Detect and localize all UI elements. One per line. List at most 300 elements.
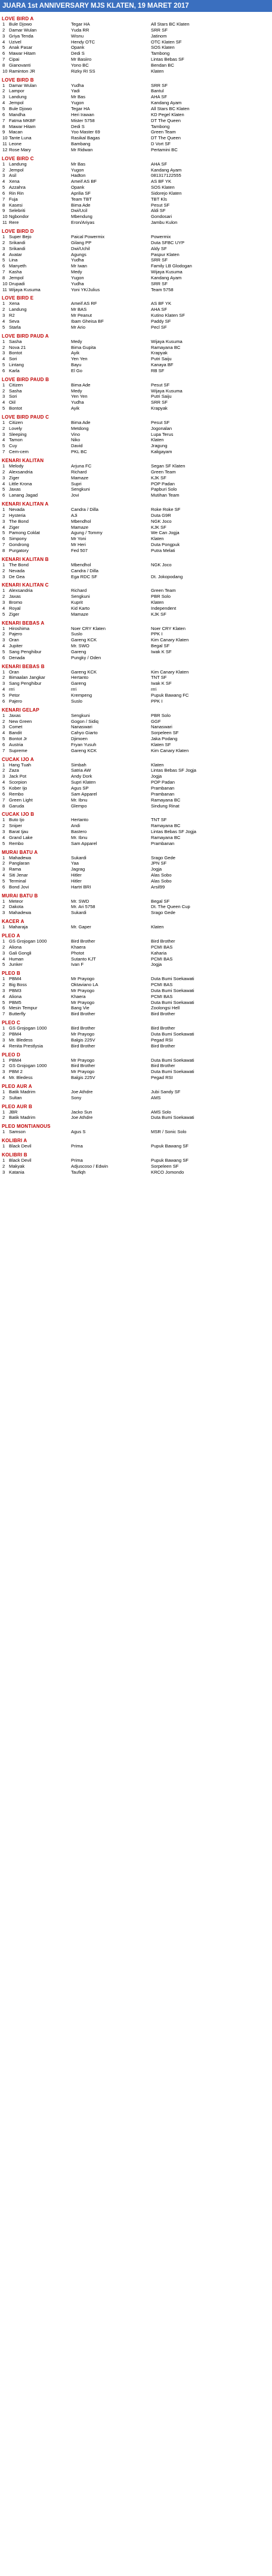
team-cell: Independent xyxy=(151,605,177,611)
owner-cell: Yugon xyxy=(71,100,84,106)
rank-cell: 5 xyxy=(2,257,5,263)
rank-cell: 1 xyxy=(2,1025,5,1031)
bird-name-cell: Cuy xyxy=(9,443,17,449)
result-row xyxy=(2,1063,270,1069)
owner-cell: Mr Ario xyxy=(71,324,86,330)
bird-name-cell: Karla xyxy=(9,367,20,373)
bird-name-cell: GS Grojogan 1000 xyxy=(9,1063,47,1069)
owner-cell: Bird Brother xyxy=(71,1011,95,1017)
result-row xyxy=(2,982,270,988)
class-title: PLEO AUR A xyxy=(2,1083,32,1089)
class-section xyxy=(2,501,270,554)
owner-cell: Simbah xyxy=(71,762,86,768)
bird-name-cell: Siti Jenar xyxy=(9,872,28,878)
result-row xyxy=(2,33,270,39)
team-cell: Kanaya BF xyxy=(151,362,174,368)
bird-name-cell: Dakota xyxy=(9,904,24,910)
result-row xyxy=(2,486,270,492)
owner-cell: Mr Yoni xyxy=(71,536,86,542)
rank-cell: 4 xyxy=(2,318,5,324)
result-row xyxy=(2,525,270,531)
owner-cell: Agus S xyxy=(71,1129,86,1135)
team-cell: Aldi SF xyxy=(151,208,166,214)
owner-cell: Yen Yen xyxy=(71,356,88,362)
team-cell: Powermix xyxy=(151,234,171,239)
bird-name-cell: GS Grojogan 1000 xyxy=(9,938,47,944)
result-row xyxy=(2,135,270,141)
rank-cell: 1 xyxy=(2,669,5,675)
class-section xyxy=(2,757,270,809)
result-row xyxy=(2,202,270,208)
team-cell: Green Team xyxy=(151,469,176,475)
team-cell: Jambu Kulon xyxy=(151,220,178,226)
owner-cell: Yudha xyxy=(71,257,84,263)
rank-cell: 8 xyxy=(2,202,5,208)
owner-cell: Mr BAS xyxy=(71,307,87,313)
owner-cell: Opank xyxy=(71,45,85,51)
owner-cell: Kuprit xyxy=(71,600,83,606)
bird-name-cell: Starla xyxy=(9,324,21,330)
class-section xyxy=(2,16,270,74)
result-row xyxy=(2,562,270,568)
team-cell: Tambong xyxy=(151,51,170,57)
owner-cell: El Go xyxy=(71,367,82,373)
team-cell: Ramayana BC xyxy=(151,823,181,829)
result-row xyxy=(2,475,270,481)
rank-cell: 3 xyxy=(2,173,5,179)
rank-cell: 1 xyxy=(2,762,5,768)
class-title: LOVE BIRD PAUD C xyxy=(2,414,50,420)
result-row xyxy=(2,872,270,878)
team-cell: Prambanan xyxy=(151,785,175,791)
bird-name-cell: Alexsandria xyxy=(9,469,33,475)
result-row xyxy=(2,492,270,498)
owner-cell: Mr Prayogo xyxy=(71,999,95,1005)
bird-name-cell: Samson xyxy=(9,1129,26,1135)
owner-cell: Gareng KCK xyxy=(71,669,97,675)
team-cell: Putra Melati xyxy=(151,547,175,553)
bird-name-cell: Big Boss xyxy=(9,982,27,988)
result-row xyxy=(2,866,270,872)
owner-cell: Jovi xyxy=(71,492,79,498)
result-row xyxy=(2,748,270,754)
bird-name-cell: Maharaja xyxy=(9,924,28,930)
rank-cell: 10 xyxy=(2,280,8,286)
result-row xyxy=(2,1095,270,1101)
owner-cell: Eron/Ariyas xyxy=(71,220,95,226)
owner-cell: Bayu xyxy=(71,362,82,368)
bird-name-cell: Citizen xyxy=(9,419,23,425)
rank-cell: 5 xyxy=(2,840,5,846)
bird-name-cell: Ziger xyxy=(9,524,20,530)
team-cell: Prambanan xyxy=(151,791,175,797)
owner-cell: Gogon / Sidiq xyxy=(71,718,99,724)
rank-cell: 1 xyxy=(2,817,5,823)
team-cell: Duta Bumi Soekawati xyxy=(151,987,194,993)
class-title: PLEO MONTIANOUS xyxy=(2,1124,51,1130)
rank-cell: 4 xyxy=(2,956,5,962)
team-cell: Pertamini BC xyxy=(151,146,178,152)
bird-name-cell: Bandit xyxy=(9,730,22,736)
rank-cell: 1 xyxy=(2,1109,5,1115)
owner-cell: Suslo xyxy=(71,698,82,704)
bird-name-cell: PBM5 xyxy=(9,999,21,1005)
result-row xyxy=(2,51,270,57)
rank-cell: 7 xyxy=(2,1011,5,1017)
rank-cell: 4 xyxy=(2,251,5,257)
owner-cell: Djimoen xyxy=(71,736,88,742)
owner-cell: Sukardi xyxy=(71,854,86,860)
owner-cell: Jagrag xyxy=(71,866,85,872)
rank-cell: 8 xyxy=(2,62,5,68)
class-title: PLEO C xyxy=(2,1020,20,1026)
bird-name-cell: Kasha xyxy=(9,269,22,275)
bird-name-cell: Bule Djowo xyxy=(9,105,32,111)
owner-cell: Mr. Ibnu xyxy=(71,834,88,840)
team-cell: Paddy SF xyxy=(151,318,171,324)
team-cell: Noer CRY Klaten xyxy=(151,625,186,631)
owner-cell: Ibam Gheisa BF xyxy=(71,318,104,324)
class-title: PLEO D xyxy=(2,1052,20,1058)
rank-cell: 3 xyxy=(2,724,5,730)
owner-cell: Prima xyxy=(71,1157,83,1163)
team-cell: NGK Joco xyxy=(151,562,172,567)
rank-cell: 2 xyxy=(2,1063,5,1069)
team-cell: Alas Sobo xyxy=(151,872,172,878)
owner-cell: Fed 507 xyxy=(71,547,88,553)
bird-name-cell: Lovely xyxy=(9,425,22,431)
owner-cell: Hadton xyxy=(71,173,86,179)
bird-name-cell: Lampor xyxy=(9,88,24,94)
rank-cell: 2 xyxy=(2,1031,5,1037)
bird-name-cell: PBM4 xyxy=(9,1057,21,1063)
rank-cell: 5 xyxy=(2,105,5,111)
result-row xyxy=(2,339,270,345)
owner-cell: Mr Iwan xyxy=(71,263,88,269)
team-cell: Duta Bumi Soekawati xyxy=(151,1057,194,1063)
rank-cell: 3 xyxy=(2,350,5,356)
team-cell: PBR Solo xyxy=(151,594,171,600)
class-section xyxy=(2,1124,270,1135)
result-row xyxy=(2,362,270,368)
rank-cell: 4 xyxy=(2,687,5,693)
bird-name-cell: Srikandi xyxy=(9,239,26,245)
team-cell: Kaligayam xyxy=(151,449,172,455)
bird-name-cell: Nevada xyxy=(9,507,25,513)
team-cell: Segan SF Klaten xyxy=(151,463,186,469)
team-cell: Sindung Rinat xyxy=(151,803,180,809)
result-row xyxy=(2,612,270,618)
result-row xyxy=(2,234,270,240)
owner-cell: Mr Basiiro xyxy=(71,57,92,63)
class-title: CUCAK IJO B xyxy=(2,812,35,818)
result-row xyxy=(2,631,270,637)
result-row xyxy=(2,1089,270,1095)
result-row xyxy=(2,179,270,185)
team-cell: SOS Klaten xyxy=(151,185,175,191)
result-row xyxy=(2,841,270,847)
rank-cell: 8 xyxy=(2,275,5,280)
owner-cell: Bird Brother xyxy=(71,1025,95,1031)
team-cell: Dt. The Queen Cup xyxy=(151,904,190,910)
bird-name-cell: Scorpion xyxy=(9,779,27,785)
owner-cell: Dedi S xyxy=(71,123,85,129)
bird-name-cell: Mr. Bledess xyxy=(9,1037,33,1043)
team-cell: rrri xyxy=(151,687,157,693)
team-cell: Mutihan Team xyxy=(151,492,180,498)
result-row xyxy=(2,637,270,643)
bird-name-cell: Cem-cem xyxy=(9,449,29,455)
rank-cell: 4 xyxy=(2,1075,5,1081)
team-cell: Green Team xyxy=(151,588,176,594)
result-row xyxy=(2,1143,270,1149)
rank-cell: 6 xyxy=(2,190,5,196)
result-row xyxy=(2,257,270,263)
team-cell: Kim Canary Klaten xyxy=(151,669,189,675)
result-row xyxy=(2,39,270,45)
team-cell: Pegad RSI xyxy=(151,1075,173,1081)
bird-name-cell: The Bond xyxy=(9,562,29,567)
result-row xyxy=(2,574,270,580)
bird-name-cell: Black Devil xyxy=(9,1143,32,1149)
rank-cell: 7 xyxy=(2,196,5,202)
bird-name-cell: Bontot xyxy=(9,350,22,356)
team-cell: Bendan BC xyxy=(151,62,174,68)
result-row xyxy=(2,325,270,330)
bird-name-cell: Hiroshima xyxy=(9,625,30,631)
rank-cell: 6 xyxy=(2,111,5,117)
rank-cell: 3 xyxy=(2,774,5,779)
owner-cell: Bang Vie xyxy=(71,1005,89,1011)
team-cell: Sorpeleen SF xyxy=(151,730,179,736)
bird-name-cell: Simpony xyxy=(9,536,27,542)
result-row xyxy=(2,1158,270,1164)
bird-name-cell: Denada xyxy=(9,654,25,660)
bird-name-cell: Seva xyxy=(9,318,20,324)
result-row xyxy=(2,904,270,910)
rank-cell: 3 xyxy=(2,829,5,835)
team-cell: Pupuk Bawang FC xyxy=(151,693,189,698)
rank-cell: 5 xyxy=(2,324,5,330)
result-row xyxy=(2,855,270,861)
rank-cell: 5 xyxy=(2,443,5,449)
owner-cell: Richard xyxy=(71,469,87,475)
owner-cell: Noer CRY Klaten xyxy=(71,625,106,631)
result-row xyxy=(2,1011,270,1017)
team-cell: Kim Canary Klaten xyxy=(151,747,189,753)
rank-cell: 6 xyxy=(2,263,5,269)
bird-name-cell: rrri xyxy=(9,687,15,693)
team-cell: Duta G9R xyxy=(151,512,171,518)
rank-cell: 6 xyxy=(2,367,5,373)
team-cell: 081317122555 xyxy=(151,173,181,179)
result-row xyxy=(2,950,270,956)
team-cell: TBT Kls xyxy=(151,196,167,202)
result-row xyxy=(2,1170,270,1175)
result-row xyxy=(2,197,270,202)
result-row xyxy=(2,252,270,258)
rank-cell: 5 xyxy=(2,45,5,51)
rank-cell: 1 xyxy=(2,161,5,167)
result-row xyxy=(2,45,270,51)
team-cell: KD Pegel Klaten xyxy=(151,111,184,117)
bird-name-cell: Fatma MKBF xyxy=(9,117,36,123)
result-row xyxy=(2,173,270,179)
result-row xyxy=(2,307,270,313)
owner-cell: Oktaviano LA xyxy=(71,982,98,988)
team-cell: SRR SF xyxy=(151,82,168,88)
team-cell: Kim Canary Klaten xyxy=(151,637,189,643)
owner-cell: Sam Apparel xyxy=(71,840,97,846)
class-section xyxy=(2,707,270,754)
bird-name-cell: Manyeth xyxy=(9,263,27,269)
result-row xyxy=(2,214,270,220)
bird-name-cell: Barat Ijau xyxy=(9,829,29,835)
result-row xyxy=(2,443,270,449)
team-cell: Pupuk Bawang SF xyxy=(151,1143,188,1149)
result-row xyxy=(2,768,270,774)
team-cell: Tambong xyxy=(151,123,170,129)
team-cell: Pupuk Bawang SF xyxy=(151,1157,188,1163)
owner-cell: Glempo xyxy=(71,803,87,809)
owner-cell: Nanaswari xyxy=(71,724,92,730)
team-cell: AHA SF xyxy=(151,161,168,167)
owner-cell: Bambang xyxy=(71,141,91,147)
class-title: LOVE BIRD E xyxy=(2,295,34,301)
rank-cell: 4 xyxy=(2,643,5,649)
owner-cell: Vino xyxy=(71,431,81,437)
bird-name-cell: Ngbondor xyxy=(9,214,29,220)
bird-name-cell: Jaxas xyxy=(9,486,21,492)
owner-cell: Krempeng xyxy=(71,693,92,698)
team-cell: Jogja xyxy=(151,962,162,968)
rank-cell: 2 xyxy=(2,512,5,518)
team-cell: Jaka Podang xyxy=(151,736,178,742)
bird-name-cell: Petor xyxy=(9,693,20,698)
result-row xyxy=(2,141,270,147)
owner-cell: Ayik xyxy=(71,350,80,356)
owner-cell: Sengkuni xyxy=(71,712,90,718)
team-cell: Dt. Jokopodang xyxy=(151,573,183,579)
bird-name-cell: Aliona xyxy=(9,993,22,999)
class-section xyxy=(2,333,270,374)
team-cell: KRCO Jomondo xyxy=(151,1169,184,1175)
team-cell: Pesut SF xyxy=(151,202,170,208)
result-row xyxy=(2,1069,270,1075)
owner-cell: Joe Athdre xyxy=(71,1115,93,1121)
rank-cell: 12 xyxy=(2,146,8,152)
result-row xyxy=(2,693,270,698)
bird-name-cell: Pamong Coklat xyxy=(9,530,40,536)
owner-cell: Hitler xyxy=(71,872,82,878)
owner-cell: Sengkuni xyxy=(71,486,90,492)
bird-name-cell: Jaxas xyxy=(9,594,21,600)
bird-name-cell: Kober Ijo xyxy=(9,785,27,791)
rank-cell: 1 xyxy=(2,1129,5,1135)
bird-name-cell: Xena xyxy=(9,301,20,307)
result-row xyxy=(2,269,270,275)
rank-cell: 1 xyxy=(2,854,5,860)
owner-cell: Sutanto KJT xyxy=(71,956,96,962)
team-cell: Kandang Ayam xyxy=(151,275,182,280)
rank-cell: 7 xyxy=(2,449,5,455)
team-cell: GGF xyxy=(151,718,161,724)
owner-cell: Andi xyxy=(71,823,81,829)
class-section xyxy=(2,377,270,411)
owner-cell: Jacko Sun xyxy=(71,1109,92,1115)
rank-cell: 2 xyxy=(2,388,5,394)
owner-cell: Team TBT xyxy=(71,196,92,202)
team-cell: Srago Gede xyxy=(151,910,175,916)
class-title: LOVE BIRD D xyxy=(2,229,34,234)
bird-name-cell: Terminal xyxy=(9,878,26,884)
rank-cell: 2 xyxy=(2,982,5,988)
result-row xyxy=(2,1025,270,1031)
bird-name-cell: R2 xyxy=(9,313,15,319)
team-cell: PCMI BAS xyxy=(151,956,173,962)
rank-cell: 1 xyxy=(2,898,5,904)
bird-name-cell: Nevada xyxy=(9,567,25,573)
bird-name-cell: Raminton JR xyxy=(9,68,35,74)
owner-cell: Bima Gupita xyxy=(71,344,96,350)
team-cell: Bird Brother xyxy=(151,1043,175,1049)
results-list xyxy=(0,12,272,1175)
owner-cell: Hertanto xyxy=(71,675,89,681)
result-row xyxy=(2,191,270,197)
result-row xyxy=(2,345,270,351)
rank-cell: 3 xyxy=(2,910,5,916)
team-cell: Duta Bumi Soekawati xyxy=(151,1115,194,1121)
class-section xyxy=(2,1084,270,1101)
team-cell: Pesut SF xyxy=(151,419,170,425)
rank-cell: 2 xyxy=(2,718,5,724)
rank-cell: 1 xyxy=(2,419,5,425)
team-cell: SRR SF xyxy=(151,400,168,406)
result-row xyxy=(2,606,270,612)
result-row xyxy=(2,797,270,803)
bird-name-cell: Butterfly xyxy=(9,1011,26,1017)
class-title: LOVE BIRD C xyxy=(2,155,34,161)
bird-name-cell: Supreme xyxy=(9,747,27,753)
team-cell: Ramayana BC xyxy=(151,797,181,803)
result-row xyxy=(2,437,270,443)
rank-cell: 4 xyxy=(2,779,5,785)
team-cell: Arsil99 xyxy=(151,884,165,890)
bird-name-cell: Bimaalan Jangkar xyxy=(9,675,45,681)
result-row xyxy=(2,976,270,982)
team-cell: Alas Sobo xyxy=(151,878,172,884)
team-cell: Putri Saiju xyxy=(151,394,172,400)
owner-cell: Prima xyxy=(71,1143,83,1149)
owner-cell: PKL BC xyxy=(71,449,87,455)
team-cell: Ramayana BC xyxy=(151,834,181,840)
bird-name-cell: Gianovanti xyxy=(9,62,31,68)
result-row xyxy=(2,643,270,649)
result-row xyxy=(2,594,270,600)
team-cell: Nanaswari xyxy=(151,724,172,730)
team-cell: Zoolongsi Hell xyxy=(151,1005,180,1011)
owner-cell: Agung / Tommy xyxy=(71,530,103,536)
bird-name-cell: Mesin Tempur xyxy=(9,1005,38,1011)
bird-name-cell: JBR xyxy=(9,1109,18,1115)
rank-cell: 1 xyxy=(2,625,5,631)
result-row xyxy=(2,420,270,426)
class-section xyxy=(2,77,270,153)
bird-name-cell: Azzahra xyxy=(9,185,26,191)
owner-cell: Mamaze xyxy=(71,475,89,481)
bird-name-cell: Lina xyxy=(9,257,18,263)
team-cell: PBR Solo xyxy=(151,712,171,718)
